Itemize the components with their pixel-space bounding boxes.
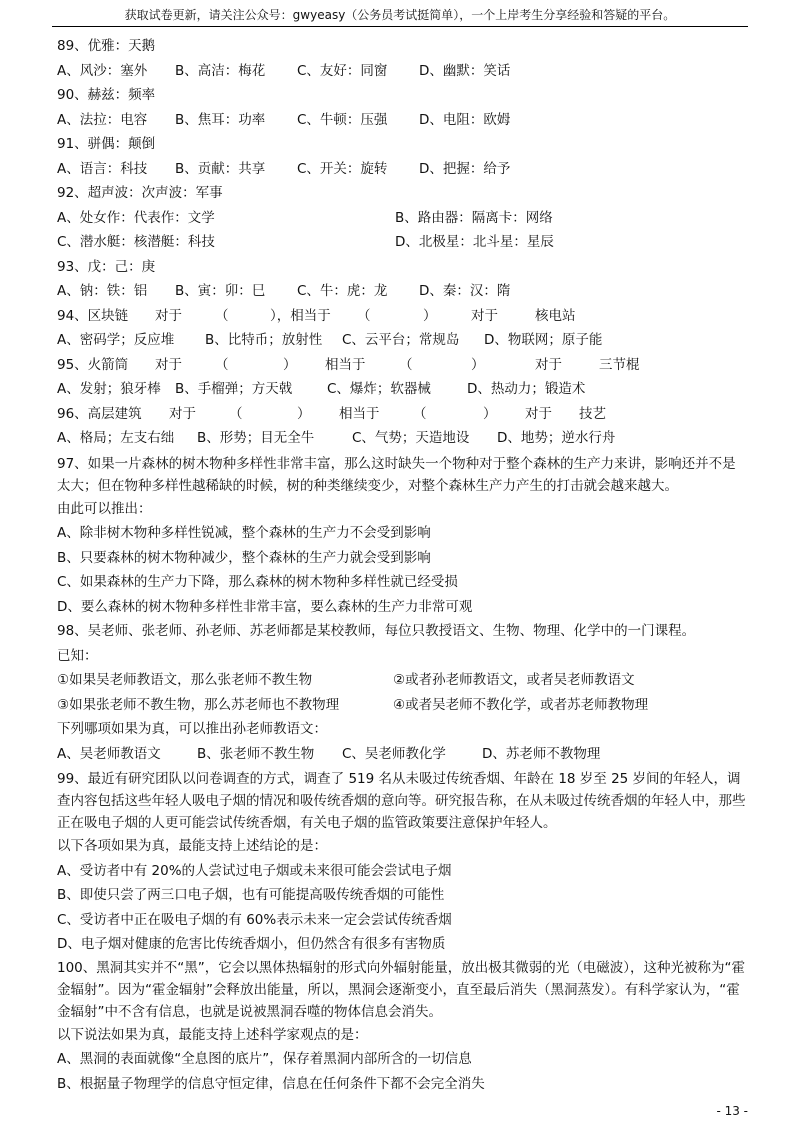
stem-part: （ (215, 307, 229, 324)
question-91-stem (57, 132, 747, 157)
stem-part: （ (413, 405, 427, 422)
option-c: C、如果森林的生产力下降，那么森林的树木物种多样性就已经受损 (57, 574, 458, 590)
option-a: A、密码学；反应堆 (57, 332, 175, 348)
stem-part: 96、高层建筑 (57, 405, 142, 422)
option-b: B、张老师不教生物 (197, 745, 315, 762)
stem-part: 核电站 (535, 307, 576, 324)
question-97-prompt (57, 497, 747, 522)
stem-part: （ (229, 405, 243, 422)
stem-part: 94、区块链 (57, 307, 129, 324)
option-d: D、物联网；原子能 (484, 332, 603, 348)
condition-2: ②或者孙老师教语文，或者吴老师教语文 (393, 672, 635, 688)
question-97-option-b (57, 546, 747, 571)
stem-part: 三节棍 (599, 356, 640, 373)
question-100-prompt (57, 1023, 747, 1048)
question-89-stem (57, 34, 747, 59)
question-stem: 90、赫兹：频率 (57, 87, 156, 103)
option-b: B、即使只尝了两三口电子烟，也有可能提高吸传统香烟的可能性 (57, 887, 445, 903)
question-98-conditions-12 (57, 668, 747, 693)
stem-part: ） (471, 356, 485, 373)
stem-part: 对于 (525, 405, 552, 422)
question-stem: 99、最近有研究团队以问卷调查的方式，调查了 519 名从未吸过传统香烟、年龄在 18 岁至 25 岁间的年轻人，调查内容包括这些年轻人吸电子烟的情况和吸传统香烟的意向等。研究报告称，在从未吸过传统香烟的年轻人中，那些正在吸电子烟的人更可能尝试传统香烟，有关电子烟的监管政策要注意保护年轻人。 (57, 771, 746, 831)
question-98-known (57, 644, 747, 669)
question-99-option-d (57, 932, 747, 957)
condition-4: ④或者吴老师不教化学，或者苏老师教物理 (393, 696, 649, 713)
option-c: C、友好：同窗 (297, 62, 388, 79)
question-list (57, 34, 747, 1096)
option-c: C、云平台；常规岛 (342, 332, 460, 348)
stem-part: （ (215, 356, 229, 373)
stem-part: 对于 (471, 307, 498, 324)
question-stem: 100、黑洞其实并不“黑”，它会以黑体热辐射的形式向外辐射能量，放出极其微弱的光（电磁波），这种光被称为“霍金辐射”。因为“霍金辐射”会释放出能量，所以，黑洞会逐渐变小，直至最后消失（黑洞蒸发）。有科学家认为，“霍金辐射”中不含有信息，也就是说被黑洞吞噬的物体信息会消失。 (57, 959, 745, 1020)
option-c: C、受访者中正在吸电子烟的有 60%表示未来一定会尝试传统香烟 (57, 911, 452, 928)
question-92-stem (57, 181, 747, 206)
stem-part: ） (297, 405, 311, 422)
stem-part: （ (357, 307, 371, 324)
stem-part: 95、火箭筒 (57, 356, 129, 373)
question-98-conditions-34 (57, 693, 747, 718)
condition-3: ③如果张老师不教生物，那么苏老师也不教物理 (57, 696, 340, 713)
option-d: D、要么森林的树木物种多样性非常丰富，要么森林的生产力非常可观 (57, 598, 473, 615)
question-99-option-a (57, 859, 747, 884)
question-91-options (57, 157, 747, 182)
question-94-options (57, 328, 747, 353)
question-95-stem (57, 353, 747, 378)
header-rule (52, 26, 748, 27)
question-96-options (57, 426, 747, 451)
stem-part: （ (399, 356, 413, 373)
option-a: A、黑洞的表面就像“全息图的底片”，保存着黑洞内部所含的一切信息 (57, 1051, 472, 1067)
question-92-options-ab (57, 206, 747, 231)
question-stem: 97、如果一片森林的树木物种多样性非常丰富，那么这时缺失一个物种对于整个森林的生产力来讲，影响还并不是太大；但在物种多样性越稀缺的时候，树的种类继续变少，对整个森林生产力产生的打击就会越来越大。 (57, 455, 736, 494)
option-a: A、格局；左支右绌 (57, 430, 175, 446)
option-c: C、气势；天造地设 (352, 430, 470, 446)
question-96-stem (57, 402, 747, 427)
stem-part: ），相当于 (270, 307, 331, 324)
question-98-options (57, 742, 747, 767)
question-97-stem (57, 453, 747, 497)
question-95-options (57, 377, 747, 402)
question-prompt: 以下说法如果为真，最能支持上述科学家观点的是： (57, 1026, 368, 1043)
option-a: A、语言：科技 (57, 160, 148, 177)
stem-part: 技艺 (579, 405, 606, 422)
stem-part: 相当于 (325, 356, 366, 373)
option-d: D、幽默：笑话 (419, 62, 511, 79)
question-99-stem (57, 768, 747, 834)
question-98-stem (57, 619, 747, 644)
option-c: C、爆炸；软器械 (327, 381, 431, 397)
option-d: D、电子烟对健康的危害比传统香烟小，但仍然含有很多有害物质 (57, 936, 446, 952)
option-b: B、手榴弹；方天戟 (175, 381, 293, 397)
stem-part: 对于 (155, 307, 182, 324)
stem-part: 对于 (155, 356, 182, 373)
question-prompt: 下列哪项如果为真，可以推出孙老师教语文： (57, 721, 327, 737)
question-stem: 91、骈偶：颠倒 (57, 136, 156, 152)
question-97-option-d (57, 595, 747, 620)
option-b: B、焦耳：功率 (175, 111, 266, 128)
option-d: D、把握：给予 (419, 160, 511, 177)
question-93-options (57, 279, 747, 304)
option-b: B、高洁：梅花 (175, 62, 266, 79)
question-98-prompt (57, 717, 747, 742)
question-100-stem (57, 957, 747, 1023)
question-93-stem (57, 255, 747, 280)
question-99-option-b (57, 883, 747, 908)
known-label: 已知： (57, 647, 98, 664)
option-c: C、牛：虎：龙 (297, 283, 388, 299)
question-92-options-cd (57, 230, 747, 255)
option-a: A、除非树木物种多样性锐减，整个森林的生产力不会受到影响 (57, 525, 431, 541)
option-b: B、寅：卯：巳 (175, 283, 266, 299)
stem-part: 相当于 (339, 405, 380, 422)
condition-1: ①如果吴老师教语文，那么张老师不教生物 (57, 672, 313, 688)
option-b: B、根据量子物理学的信息守恒定律，信息在任何条件下都不会完全消失 (57, 1075, 485, 1092)
page-header: 获取试卷更新，请关注公众号：gwyeasy（公务员考试挺简单），一个上岸考生分享经验和答疑的平台。 (124, 8, 676, 22)
option-a: A、钠：铁：铝 (57, 283, 148, 299)
option-b: B、只要森林的树木物种减少，整个森林的生产力就会受到影响 (57, 549, 431, 566)
question-stem: 93、戊：己：庚 (57, 258, 156, 275)
question-stem: 98、吴老师、张老师、孙老师、苏老师都是某校教师，每位只教授语文、生物、物理、化学中的一门课程。 (57, 623, 696, 639)
option-a: A、处女作：代表作：文学 (57, 209, 215, 226)
option-a: A、发射；狼牙棒 (57, 381, 161, 397)
option-b: B、路由器：隔离卡：网络 (395, 209, 553, 226)
question-90-options (57, 108, 747, 133)
option-a: A、受访者中有 20%的人尝试过电子烟或未来很可能会尝试电子烟 (57, 862, 452, 879)
stem-part: ） (283, 356, 297, 373)
option-a: A、吴老师教语文 (57, 745, 161, 762)
question-prompt: 以下各项如果为真，最能支持上述结论的是： (57, 838, 327, 854)
question-stem: 92、超声波：次声波：军事 (57, 185, 223, 201)
question-stem: 89、优雅：天鹅 (57, 38, 156, 54)
question-97-option-c (57, 570, 747, 595)
question-89-options (57, 59, 747, 84)
stem-part: 对于 (169, 405, 196, 422)
stem-part: 对于 (535, 356, 562, 373)
question-97-option-a (57, 521, 747, 546)
option-d: D、热动力；锻造术 (467, 381, 586, 397)
option-d: D、电阻：欧姆 (419, 111, 511, 128)
stem-part: ） (483, 405, 497, 422)
question-100-option-b (57, 1072, 747, 1097)
option-d: D、地势；逆水行舟 (497, 430, 616, 446)
option-c: C、潜水艇：核潜艇：科技 (57, 234, 215, 250)
option-d: D、苏老师不教物理 (482, 745, 601, 762)
option-b: B、比特币；放射性 (205, 332, 323, 348)
option-a: A、风沙：塞外 (57, 62, 148, 79)
option-d: D、秦：汉：隋 (419, 283, 511, 299)
question-90-stem (57, 83, 747, 108)
option-b: B、贡献：共享 (175, 160, 266, 177)
question-94-stem (57, 304, 747, 329)
question-99-prompt (57, 834, 747, 859)
question-prompt: 由此可以推出： (57, 500, 152, 517)
option-a: A、法拉：电容 (57, 111, 148, 128)
stem-part: ） (423, 307, 437, 324)
question-99-option-c (57, 908, 747, 933)
question-100-option-a (57, 1047, 747, 1072)
page-number: - 13 - (716, 1104, 748, 1118)
option-c: C、开关：旋转 (297, 160, 388, 177)
option-c: C、吴老师教化学 (342, 745, 446, 762)
option-c: C、牛顿：压强 (297, 111, 388, 128)
option-d: D、北极星：北斗星：星辰 (395, 234, 554, 250)
option-b: B、形势；目无全牛 (197, 430, 315, 446)
